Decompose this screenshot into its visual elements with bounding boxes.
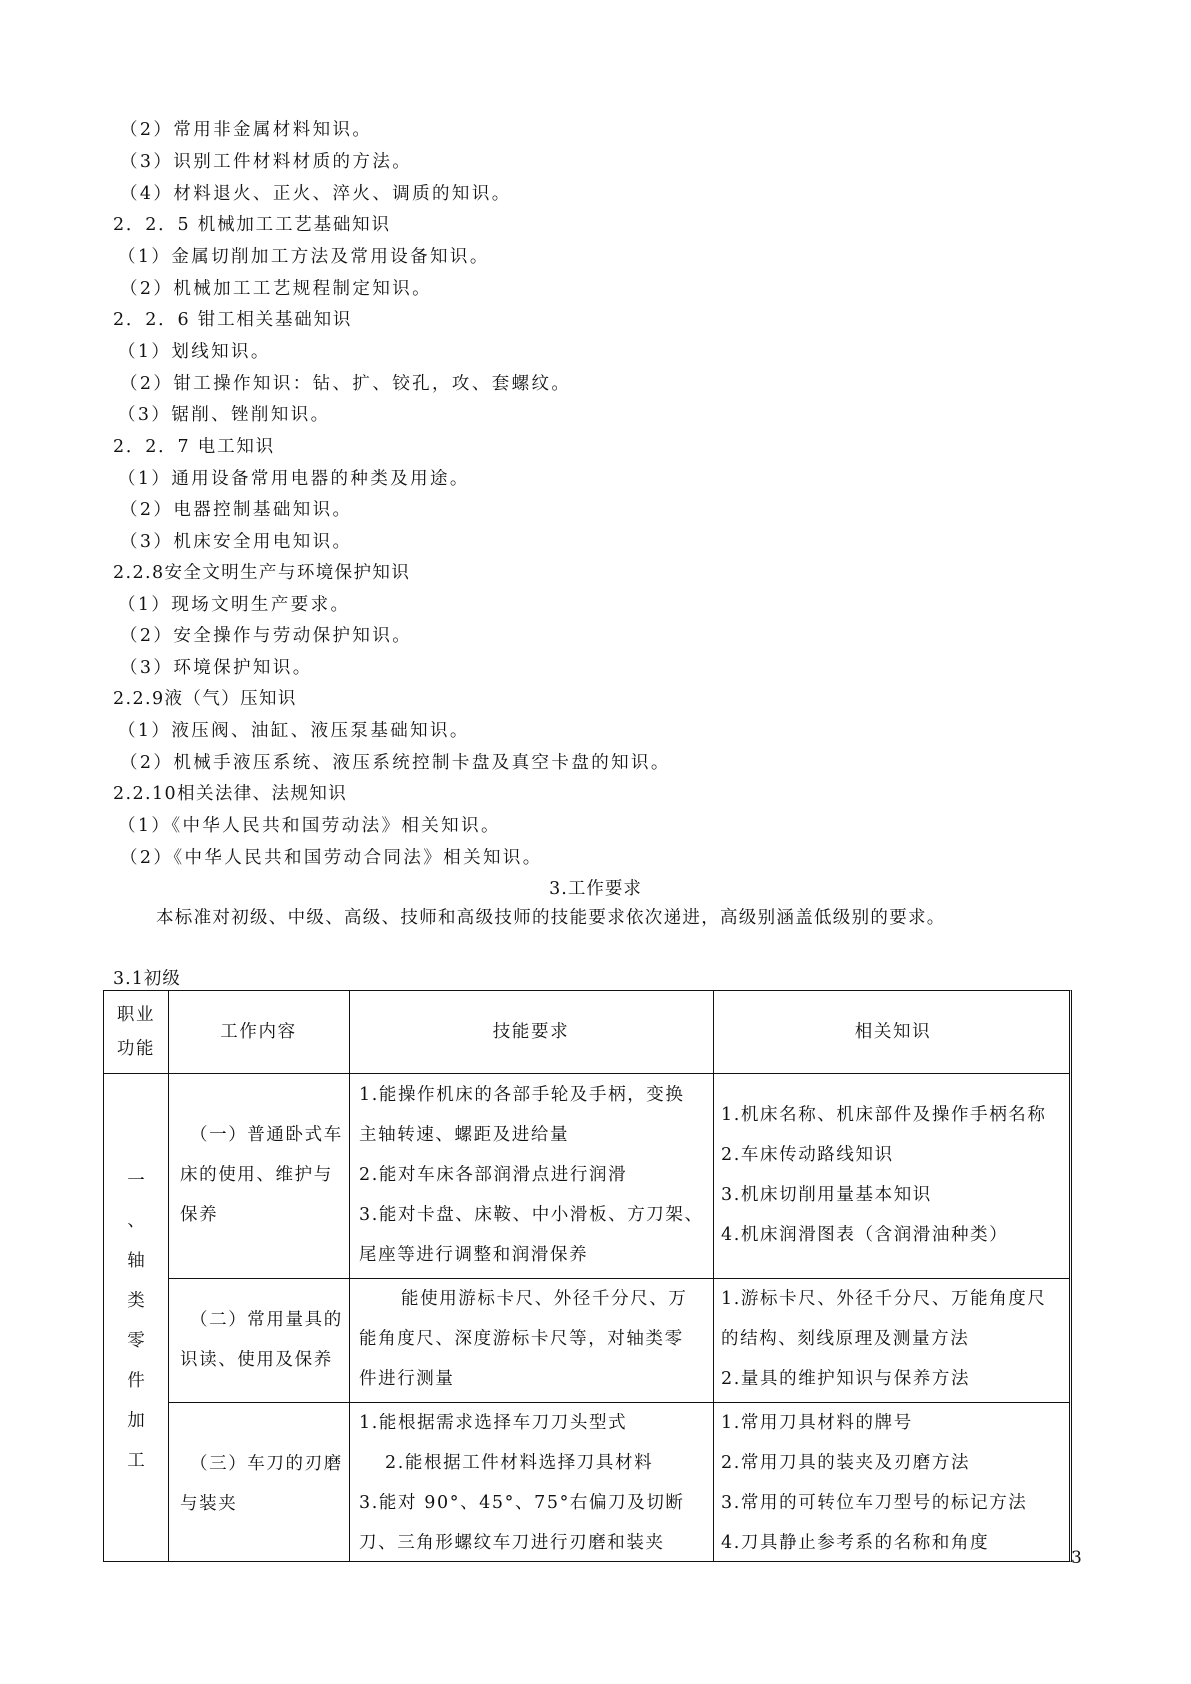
knowledge-line: 3.常用的可转位车刀型号的标记方法 [721,1493,1028,1513]
function-char: 轴 [127,1251,145,1271]
skill-line: 刀、三角形螺纹车刀进行刃磨和装夹 [359,1533,665,1553]
function-cell [109,1161,163,1481]
content-line: 识读、使用及保养 [180,1350,333,1370]
skill-line: 尾座等进行调整和润滑保养 [359,1245,589,1265]
section-heading: 2．2．7 电工知识 [113,437,275,457]
skill-line: 能使用游标卡尺、外径千分尺、万 [401,1289,688,1309]
row1-content [180,1115,343,1235]
header-content: 工作内容 [220,1022,297,1042]
knowledge-line: 4.机床润滑图表（含润滑油种类） [721,1225,1009,1245]
knowledge-line: 3.机床切削用量基本知识 [721,1185,932,1205]
table-rule [104,1073,1069,1074]
content-line: 床的使用、维护与 [180,1165,333,1185]
function-char: 类 [127,1291,145,1311]
text-line: （2）钳工操作知识：钻、扩、铰孔，攻、套螺纹。 [120,374,572,394]
knowledge-line: 4.刀具静止参考系的名称和角度 [721,1533,990,1553]
content-line: （二）常用量具的 [190,1310,343,1330]
content-line: （一）普通卧式车 [190,1125,343,1145]
section-heading: 2.2.8安全文明生产与环境保护知识 [113,563,411,583]
function-char: 加 [127,1411,145,1431]
skill-line: 1.能根据需求选择车刀刀头型式 [359,1413,628,1433]
text-line: （4）材料退火、正火、淬火、调质的知识。 [120,184,512,204]
row3-skills [359,1403,685,1563]
text-line: （1）现场文明生产要求。 [118,595,351,615]
section-heading: 2.2.10相关法律、法规知识 [113,784,348,804]
skill-line: 1.能操作机床的各部手轮及手柄，变换 [359,1085,685,1105]
row3-content [180,1444,343,1524]
skill-line: 3.能对卡盘、床鞍、中小滑板、方刀架、 [359,1205,704,1225]
text-line: （3）环境保护知识。 [120,658,313,678]
row2-knowledge [721,1279,1047,1399]
skill-line: 主轴转速、螺距及进给量 [359,1125,570,1145]
content-line: （三）车刀的刃磨 [190,1454,343,1474]
skill-line: 2.能根据工件材料选择刀具材料 [385,1453,654,1473]
intro-paragraph: 本标准对初级、中级、高级、技师和高级技师的技能要求依次递进，高级别涵盖低级别的要求。 [156,908,946,928]
header-knowledge: 相关知识 [854,1022,932,1042]
header-function-line: 职业 [116,1005,156,1025]
text-line: （2）《中华人民共和国劳动合同法》相关知识。 [120,848,543,868]
skills-table [103,990,1072,1562]
knowledge-line: 1.常用刀具材料的牌号 [721,1413,913,1433]
function-char: 零 [127,1331,145,1351]
section-heading: 2.2.9液（气）压知识 [113,689,297,709]
row1-knowledge [721,1095,1047,1255]
table-rule [168,991,169,1561]
text-line: （3）机床安全用电知识。 [120,532,353,552]
content-line: 保养 [180,1205,219,1225]
skill-line: 2.能对车床各部润滑点进行润滑 [359,1165,628,1185]
function-char: 件 [127,1371,145,1391]
text-line: （1）液压阀、油缸、液压泵基础知识。 [118,721,470,741]
section-heading: 2．2．6 钳工相关基础知识 [113,310,353,330]
function-char: 、 [127,1211,145,1231]
skill-line: 件进行测量 [359,1369,455,1389]
table-rule [349,991,350,1561]
knowledge-line: 2.量具的维护知识与保养方法 [721,1369,971,1389]
function-char: 工 [127,1451,145,1471]
text-line: （2）安全操作与劳动保护知识。 [120,626,413,646]
text-line: （3）识别工件材料材质的方法。 [120,152,413,172]
text-line: （1）《中华人民共和国劳动法》相关知识。 [118,816,501,836]
knowledge-line: 2.常用刀具的装夹及刃磨方法 [721,1453,971,1473]
skill-line: 3.能对 90°、45°、75°右偏刀及切断 [359,1493,685,1513]
content-line: 与装夹 [180,1494,238,1514]
row3-knowledge [721,1403,1027,1563]
row1-skills [359,1075,704,1275]
text-line: （2）机械手液压系统、液压系统控制卡盘及真空卡盘的知识。 [120,753,671,773]
text-line: （1）金属切削加工方法及常用设备知识。 [118,247,490,267]
row2-content [180,1300,343,1380]
text-line: （1）通用设备常用电器的种类及用途。 [118,469,470,489]
knowledge-line: 1.机床名称、机床部件及操作手柄名称 [721,1105,1047,1125]
knowledge-line: 的结构、刻线原理及测量方法 [721,1329,970,1349]
knowledge-line: 1.游标卡尺、外径千分尺、万能角度尺 [721,1289,1047,1309]
page-number: 3 [1071,1548,1082,1568]
header-function-line: 功能 [116,1039,156,1059]
row2-skills [359,1279,688,1399]
text-line: （1）划线知识。 [118,342,271,362]
subsection-title: 3.1初级 [113,969,181,989]
section-heading: 2．2．5 机械加工工艺基础知识 [113,215,391,235]
text-line: （2）电器控制基础知识。 [120,500,353,520]
text-line: （3）锯削、锉削知识。 [118,405,331,425]
text-line: （2）机械加工工艺规程制定知识。 [120,279,433,299]
header-function [104,991,168,1066]
knowledge-line: 2.车床传动路线知识 [721,1145,894,1165]
skill-line: 能角度尺、深度游标卡尺等，对轴类零 [359,1329,684,1349]
header-skill: 技能要求 [492,1022,570,1042]
function-char: 一 [127,1171,145,1191]
section-title: 3.工作要求 [549,879,642,899]
text-line: （2）常用非金属材料知识。 [120,120,373,140]
table-rule [713,991,714,1561]
